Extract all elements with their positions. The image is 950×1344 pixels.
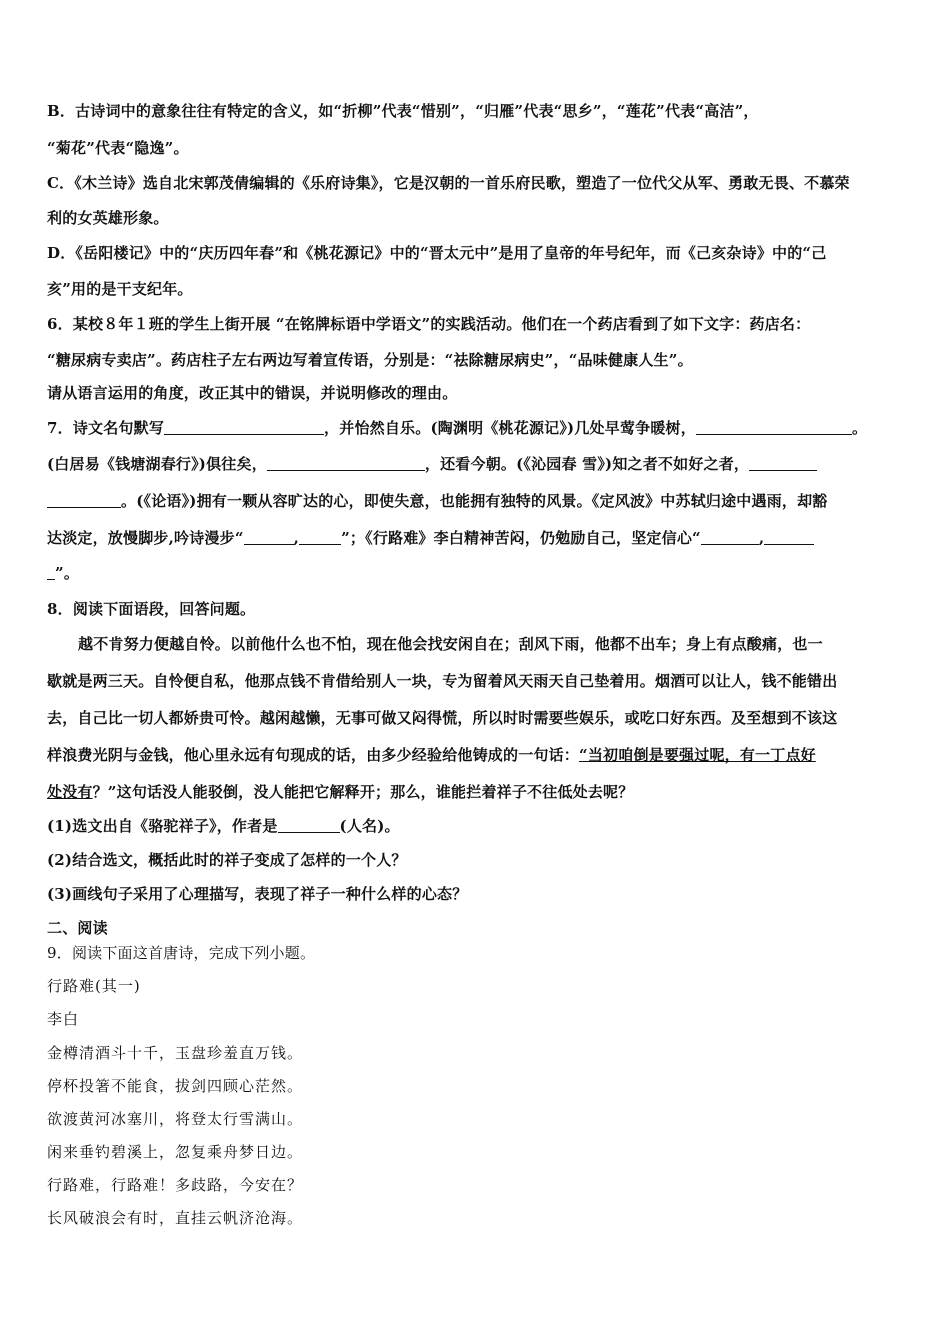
sub-question-text: (1)选文出自《骆驼祥子》，作者是 bbox=[47, 817, 278, 835]
poem-author: 李白 bbox=[47, 1010, 80, 1028]
question-7-text: (白居易《钱塘湖春行》)俱往矣， bbox=[47, 455, 267, 473]
poem-line-4: 闲来垂钓碧溪上，忽复乘舟梦日边。 bbox=[47, 1143, 304, 1161]
question-7-prompt: 7．诗文名句默写 bbox=[47, 419, 165, 437]
option-b-line-2: “菊花”代表“隐逸”。 bbox=[47, 139, 189, 157]
question-7-text: ”；《行路难》李白精神苦闷，仍勉励自己，坚定信心“ bbox=[341, 529, 701, 547]
underlined-sentence: 处没有 bbox=[47, 783, 93, 801]
question-7-text: ”。 bbox=[55, 564, 80, 582]
answer-blank[interactable] bbox=[164, 419, 324, 435]
sub-question-1 bbox=[47, 815, 907, 837]
question-9-heading: 9．阅读下面这首唐诗，完成下列小题。 bbox=[47, 944, 316, 962]
passage-line-3: 去，自己比一切人都娇贵可怜。越闲越懒，无事可做又闷得慌，所以时时需要些娱乐，或吃口好东西。及至想到不该这 bbox=[47, 709, 838, 727]
comma: , bbox=[293, 529, 300, 547]
answer-blank[interactable] bbox=[267, 455, 425, 471]
option-c-line-2: 利的女英雄形象。 bbox=[47, 209, 169, 227]
question-7-text: 达淡定，放慢脚步,吟诗漫步“ bbox=[47, 529, 244, 547]
answer-blank[interactable] bbox=[764, 529, 814, 545]
passage-line-1: 越不肯努力便越自怜。以前他什么也不怕，现在他会找安闲自在；刮风下雨，他都不出车；身上有点酸痛，也一 bbox=[78, 635, 823, 653]
answer-blank[interactable] bbox=[696, 419, 852, 435]
question-7-text: ，并怡然自乐。(陶渊明《桃花源记》)几处早莺争暖树， bbox=[324, 419, 696, 437]
passage-text: 样浪费光阴与金钱，他心里永远有句现成的话，由多少经验给他铸成的一句话： bbox=[47, 746, 580, 764]
option-c-line-1: C．《木兰诗》选自北宋郭茂倩编辑的《乐府诗集》，它是汉朝的一首乐府民歌，塑造了一位代父从军、勇敢无畏、不慕荣 bbox=[47, 174, 850, 192]
poem-line-1: 金樽清酒斗十千，玉盘珍羞直万钱。 bbox=[47, 1044, 304, 1062]
question-7-line-5 bbox=[47, 562, 907, 584]
question-7-line-3 bbox=[47, 490, 907, 512]
poem-line-2: 停杯投箸不能食，拔剑四顾心茫然。 bbox=[47, 1077, 304, 1095]
answer-blank[interactable] bbox=[278, 817, 340, 833]
passage-line-5 bbox=[47, 781, 907, 803]
question-6-line-2: “糖尿病专卖店”。药店柱子左右两边写着宣传语，分别是：“祛除糖尿病史”，“品味健康人生”。 bbox=[47, 351, 693, 369]
sub-question-text: (人名)。 bbox=[339, 817, 400, 835]
answer-blank[interactable] bbox=[701, 529, 759, 545]
option-b-line-1: B．古诗词中的意象往往有特定的含义，如“折柳”代表“惜别”，“归雁”代表“思乡”，“莲花”代表“高洁”， bbox=[47, 102, 759, 120]
answer-blank[interactable] bbox=[749, 455, 817, 471]
underlined-sentence: “当初咱倒是要强过呢，有一丁点好 bbox=[579, 746, 816, 764]
question-7-line-1 bbox=[47, 417, 907, 439]
poem-title: 行路难(其一) bbox=[47, 977, 141, 995]
poem-line-3: 欲渡黄河冰塞川，将登太行雪满山。 bbox=[47, 1110, 304, 1128]
question-6-line-1: 6．某校８年１班的学生上街开展 “在铭牌标语中学语文”的实践活动。他们在一个药店看到了如下文字：药店名： bbox=[47, 315, 811, 333]
question-7-text: ，还看今朝。(《沁园春 雪》)知之者不如好之者， bbox=[424, 455, 750, 473]
question-6-line-3: 请从语言运用的角度，改正其中的错误，并说明修改的理由。 bbox=[47, 384, 458, 402]
answer-blank[interactable] bbox=[244, 529, 294, 545]
section-2-heading: 二、阅读 bbox=[47, 919, 108, 937]
question-7-line-4 bbox=[47, 527, 907, 549]
poem-line-6: 长风破浪会有时，直挂云帆济沧海。 bbox=[47, 1209, 304, 1227]
poem-line-5: 行路难，行路难！多歧路，今安在？ bbox=[47, 1176, 304, 1194]
sub-question-2: (2)结合选文，概括此时的祥子变成了怎样的一个人？ bbox=[47, 851, 407, 869]
passage-text: ？”这句话没人能驳倒，没人能把它解释开；那么，谁能拦着祥子不往低处去呢？ bbox=[92, 783, 634, 801]
option-d-line-1: D．《岳阳楼记》中的“庆历四年春”和《桃花源记》中的“晋太元中”是用了皇帝的年号纪年，而《己亥杂诗》中的“己 bbox=[47, 244, 827, 262]
answer-blank[interactable] bbox=[299, 529, 341, 545]
question-7-text: 。(《论语》)拥有一颗从容旷达的心，即使失意，也能拥有独特的风景。《定风波》中苏轼归途中遇雨，却豁 bbox=[121, 492, 828, 510]
comma: , bbox=[758, 529, 765, 547]
answer-blank[interactable] bbox=[47, 564, 55, 580]
sub-question-3: (3)画线句子采用了心理描写，表现了祥子一种什么样的心态？ bbox=[47, 885, 468, 903]
question-7-text: 。 bbox=[851, 419, 868, 437]
passage-line-4 bbox=[47, 744, 907, 766]
question-8-heading: 8．阅读下面语段，回答问题。 bbox=[47, 600, 256, 618]
option-d-line-2: 亥”用的是干支纪年。 bbox=[47, 280, 193, 298]
answer-blank[interactable] bbox=[47, 492, 121, 508]
passage-line-2: 歇就是两三天。自怜便自私，他那点钱不肯借给别人一块，专为留着风天雨天自己垫着用。烟酒可以让人，钱不能错出 bbox=[47, 672, 838, 690]
question-7-line-2 bbox=[47, 453, 907, 475]
